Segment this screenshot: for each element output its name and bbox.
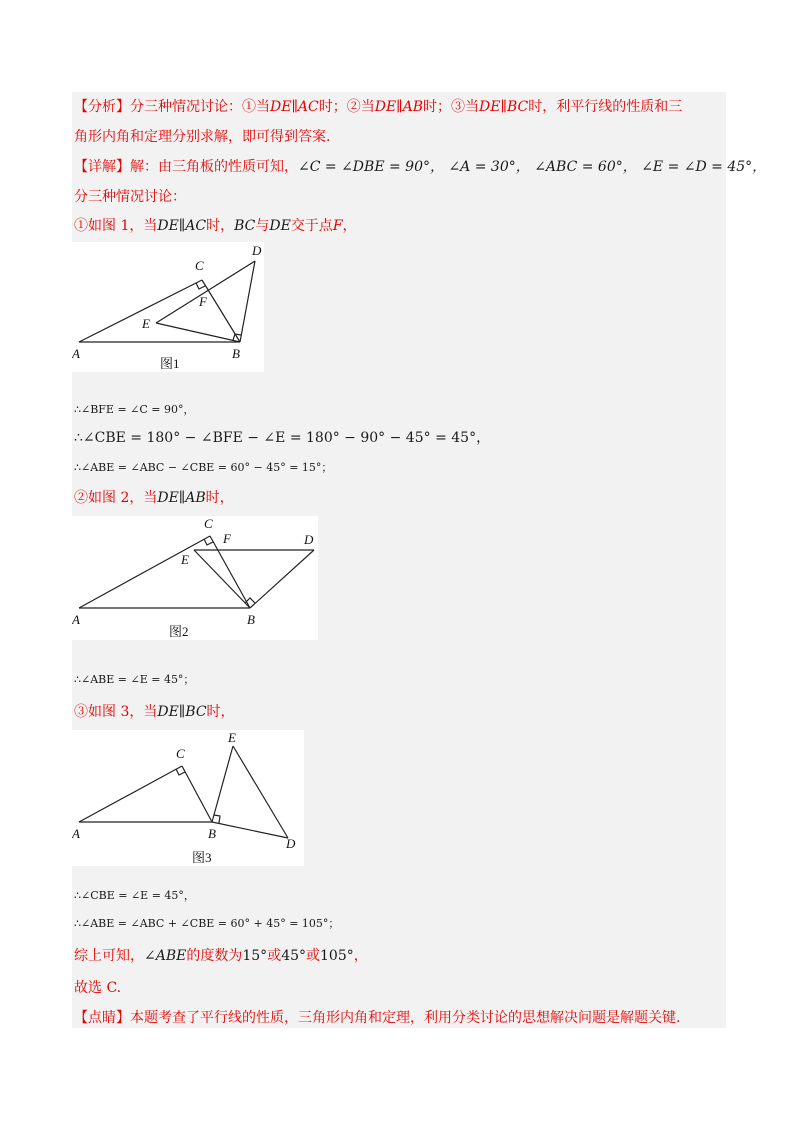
svg-text:E: E bbox=[228, 730, 236, 745]
svg-text:A: A bbox=[72, 612, 80, 627]
case3-step2: ∴∠ABE = ∠ABC + ∠CBE = 60° + 45° = 105°； bbox=[74, 917, 340, 930]
svg-text:A: A bbox=[72, 346, 80, 361]
segment-db bbox=[250, 550, 314, 608]
analysis-line-2: 角形内角和定理分别求解，即可得到答案. bbox=[74, 129, 331, 145]
segment-cb bbox=[182, 766, 212, 822]
right-angle-c bbox=[196, 283, 205, 289]
svg-text:C: C bbox=[176, 746, 185, 761]
case3-step1: ∴∠CBE = ∠E = 45°， bbox=[74, 889, 195, 902]
segment-ed bbox=[233, 746, 288, 838]
case2-line: ②如图 2，当DE∥AB时， bbox=[74, 490, 234, 506]
svg-text:D: D bbox=[286, 836, 296, 851]
figure-1-caption: 图1 bbox=[160, 356, 180, 371]
detail-tag: 【详解】 bbox=[74, 159, 130, 175]
svg-text:B: B bbox=[247, 612, 255, 627]
figure-3-caption: 图3 bbox=[192, 850, 212, 865]
segment-bd bbox=[212, 822, 288, 838]
svg-text:C: C bbox=[204, 516, 213, 531]
segment-ed bbox=[156, 261, 255, 323]
svg-text:F: F bbox=[223, 531, 231, 546]
segment-ac bbox=[79, 766, 182, 822]
segment-ac bbox=[79, 280, 202, 342]
svg-text:E: E bbox=[181, 552, 189, 567]
comment-tag: 【点睛】 bbox=[74, 1010, 130, 1026]
svg-text:D: D bbox=[304, 532, 314, 547]
cases-intro: 分三种情况讨论： bbox=[74, 189, 186, 205]
svg-text:F: F bbox=[199, 294, 207, 309]
svg-text:B: B bbox=[232, 346, 240, 361]
case2-step1: ∴∠ABE = ∠E = 45°； bbox=[74, 673, 195, 686]
svg-text:B: B bbox=[208, 826, 216, 841]
segment-cb bbox=[202, 280, 240, 342]
figure-1 bbox=[72, 242, 264, 372]
final-choice: 故选 C. bbox=[74, 980, 122, 996]
segment-be bbox=[212, 746, 233, 822]
figure-1-diagram bbox=[72, 242, 264, 372]
case1-step3: ∴∠ABE = ∠ABC − ∠CBE = 60° − 45° = 15°； bbox=[74, 461, 333, 474]
figure-2-caption: 图2 bbox=[169, 624, 189, 639]
segment-ac bbox=[79, 536, 210, 608]
case3-line: ③如图 3，当DE∥BC时， bbox=[74, 704, 235, 720]
svg-text:E: E bbox=[142, 316, 150, 331]
figure-2 bbox=[72, 516, 318, 640]
figure-3-diagram bbox=[72, 730, 304, 866]
case1-step1: ∴∠BFE = ∠C = 90°， bbox=[74, 403, 195, 416]
svg-text:A: A bbox=[72, 826, 80, 841]
figure-3 bbox=[72, 730, 304, 866]
analysis-tag: 【分析】 bbox=[74, 99, 130, 115]
summary-line: 综上可知，∠ABE的度数为15°或45°或105°， bbox=[74, 948, 368, 964]
analysis-line-1: 【分析】分三种情况讨论：①当DE∥AC时；②当DE∥AB时；③当DE∥BC时，利平行线的性质和三 bbox=[74, 99, 683, 115]
detail-line: 【详解】解：由三角板的性质可知，∠C = ∠DBE = 90°， ∠A = 30°， ∠ABC = 60°， ∠E = ∠D = 45°， bbox=[74, 159, 767, 175]
svg-text:C: C bbox=[195, 258, 204, 273]
segment-eb bbox=[156, 323, 240, 342]
right-angle-b bbox=[214, 815, 220, 823]
case1-line: ①如图 1，当DE∥AC时，BC与DE交于点F， bbox=[74, 218, 357, 234]
svg-text:D: D bbox=[252, 243, 262, 258]
comment-line: 【点睛】本题考查了平行线的性质，三角形内角和定理，利用分类讨论的思想解决问题是解题关键. bbox=[74, 1010, 681, 1026]
segment-db bbox=[240, 261, 255, 342]
case1-step2: ∴∠CBE = 180° − ∠BFE − ∠E = 180° − 90° − 45° = 45°， bbox=[74, 430, 491, 446]
figure-2-diagram bbox=[72, 516, 318, 640]
